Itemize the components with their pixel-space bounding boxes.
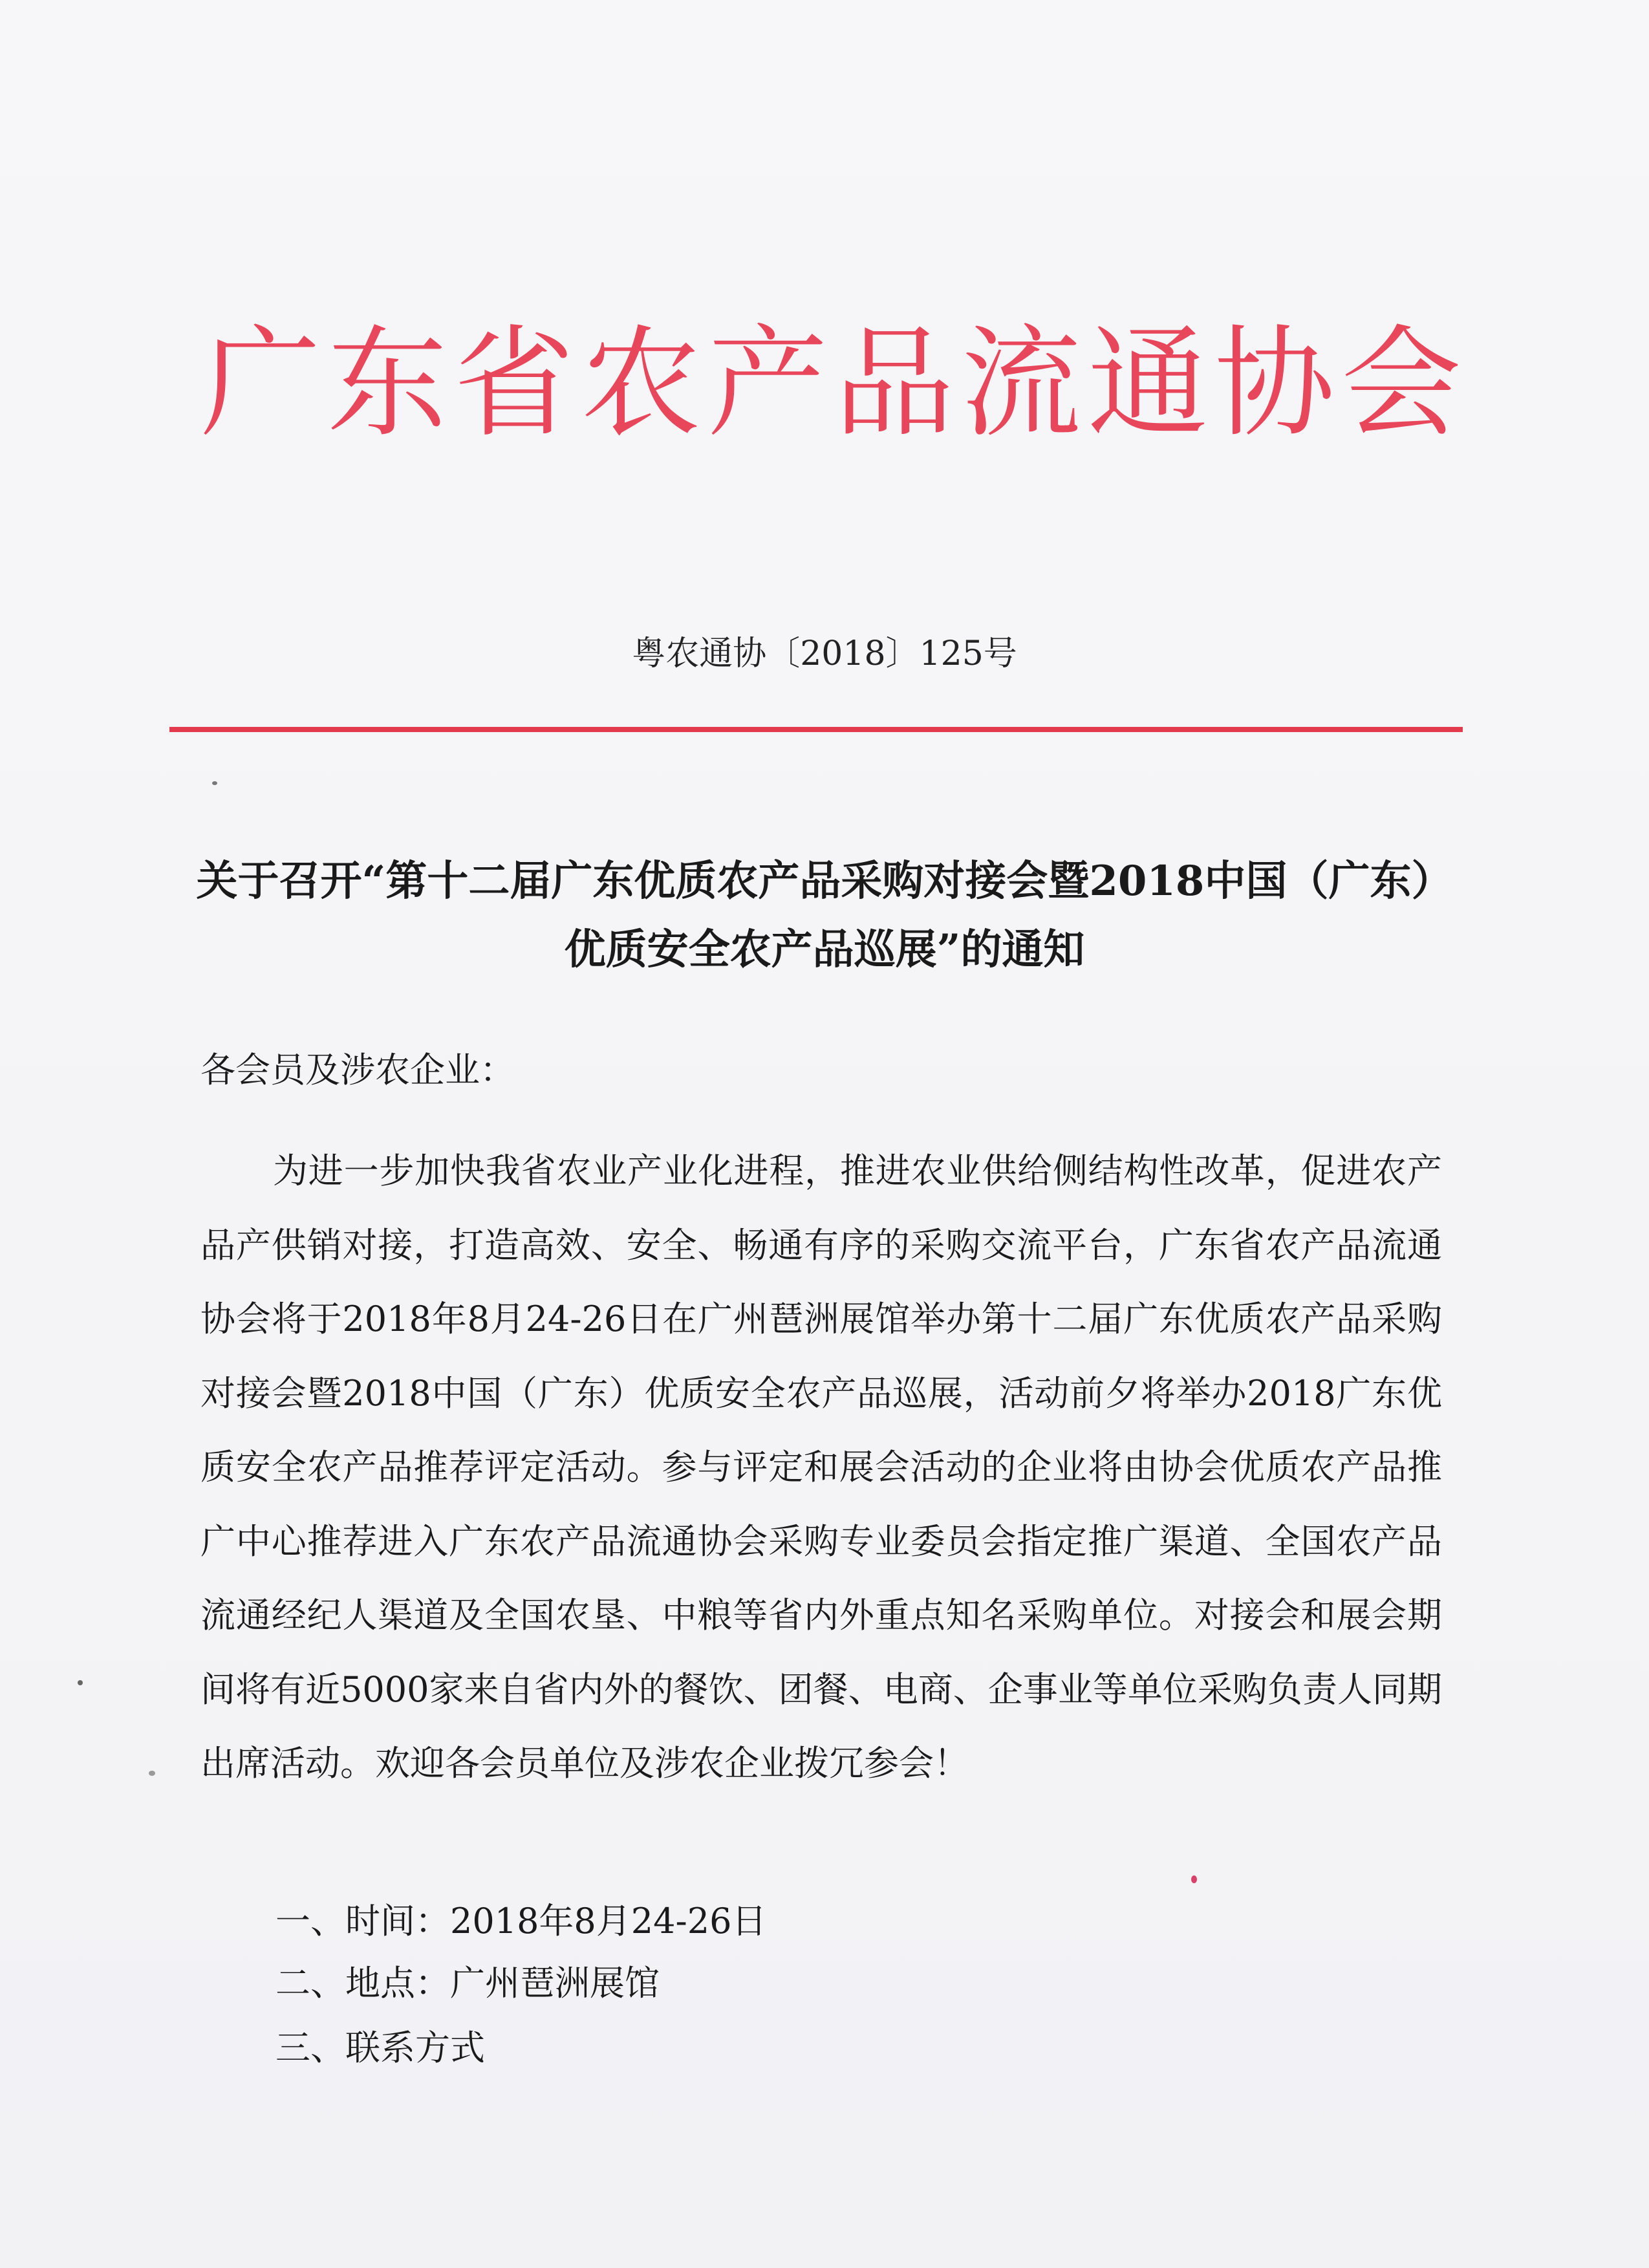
red-divider-line — [169, 727, 1463, 732]
scan-speck — [149, 1771, 155, 1776]
salutation: 各会员及涉农企业： — [200, 1050, 515, 1090]
scan-speck — [1191, 1875, 1197, 1883]
notice-title: 关于召开“第十二届广东优质农产品采购对接会暨2018中国（广东）优质安全农产品巡展”的通知 — [196, 857, 1453, 974]
document-number: 粤农通协〔2018〕125号 — [632, 634, 1017, 673]
scan-speck — [212, 781, 217, 785]
scan-speck — [78, 1680, 83, 1685]
body-paragraph: 为进一步加快我省农业产业化进程，推进农业供给侧结构性改革，促进农产品产供销对接，打造高效、安全、畅通有序的采购交流平台，广东省农产品流通协会将于2018年8月24-26日在广州琶洲展馆举办第十二届广东优质农产品采购对接会暨2018中国（广东）优质安全农产品巡展，活动前夕将举办2018广东优质安全农产品推荐评定活动。参与评定和展会活动的企业将由协会优质农产品推广中心推荐进入广东农产品流通协会采购专业委员会指定推广渠道、全国农产品流通经纪人渠道及全国农垦、中粮等省内外重点知名采购单位。对接会和展会期间将有近5000家来自省内外的餐饮、团餐、电商、企事业等单位采购负责人同期出席活动。欢迎各会员单位及涉农企业拨冗参会！ — [200, 1150, 1442, 1784]
list-item-contact: 三、联系方式 — [275, 2027, 485, 2068]
organization-letterhead: 广东省农产品流通协会 — [200, 313, 1468, 453]
list-item-time: 一、时间：2018年8月24-26日 — [275, 1901, 767, 1941]
list-item-location: 二、地点：广州琶洲展馆 — [275, 1963, 660, 2003]
